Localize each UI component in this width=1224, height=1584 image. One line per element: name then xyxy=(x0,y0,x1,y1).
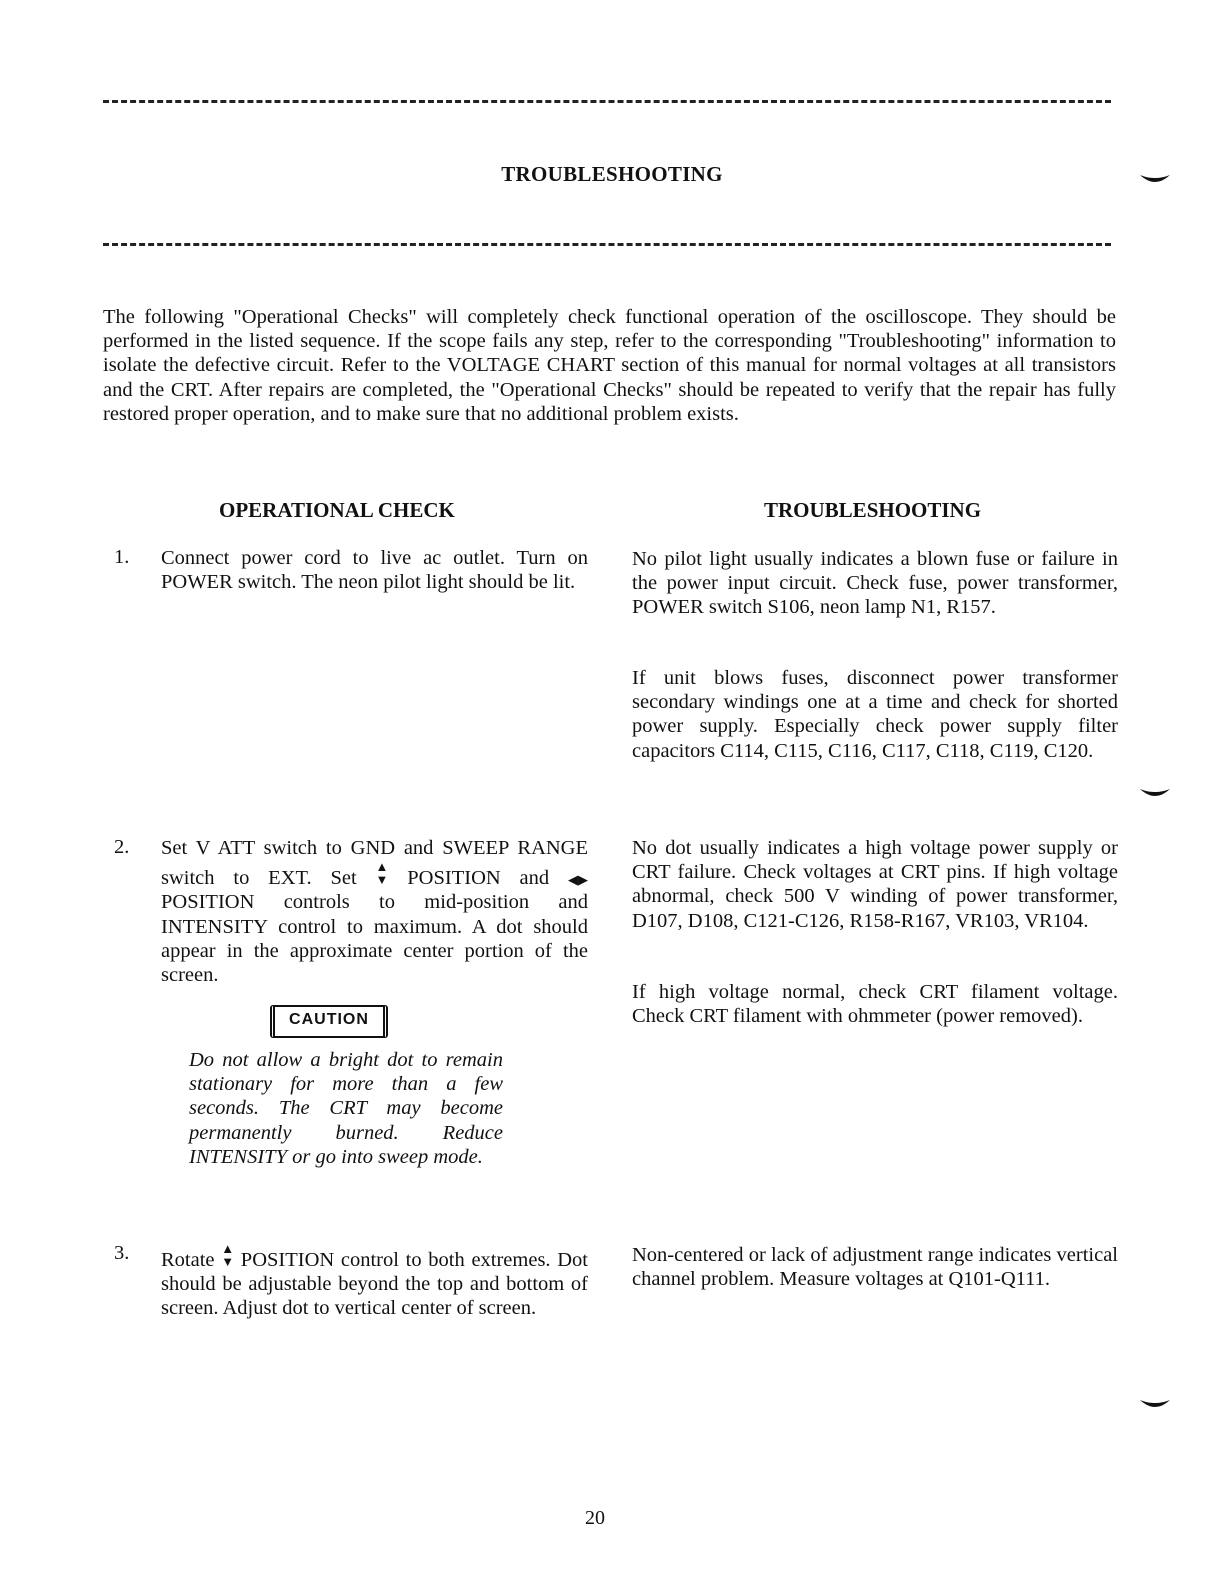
binder-mark-icon xyxy=(1140,787,1170,801)
step-3-number: 3. xyxy=(114,1242,130,1264)
step-1-number: 1. xyxy=(114,546,130,568)
step-2-check-part-c: POSITION controls to mid-position and INTENSITY control to maximum. A dot should appear in the approximate center portion of the screen. xyxy=(161,891,588,987)
step-2-check-part-a: Set V ATT switch to GND and SWEEP RANGE switch to EXT. Set xyxy=(161,837,588,890)
step-2-troubleshooting-2: If high voltage normal, check CRT filament voltage. Check CRT filament with ohmmeter (power removed). xyxy=(632,981,1118,1028)
page-title: TROUBLESHOOTING xyxy=(501,162,723,186)
step-2-check-part-b: POSITION and xyxy=(407,867,550,890)
intro-paragraph: The following "Operational Checks" will completely check functional operation of the oscilloscope. They should be performed in the listed sequence. If the scope fails any step, refer to the corresponding "Troubleshooting" information to isolate the defective circuit. Refer to the VOLTAGE CHART section of this manual for normal voltages at all transistors and the CRT. After repairs are completed, the "Operational Checks" should be repeated to verify that the repair has fully restored proper operation, and to make sure that no additional problem exists. xyxy=(103,306,1116,425)
step-1-check: Connect power cord to live ac outlet. Turn on POWER switch. The neon pilot light should be lit. xyxy=(161,547,588,594)
step-2-troubleshooting-1: No dot usually indicates a high voltage power supply or CRT failure. Check voltages at CRT pins. If high voltage abnormal, check 500 V winding of power transformer, D107, D108, C121-C126, R158-R167, VR103, VR104. xyxy=(632,837,1118,932)
page-number: 20 xyxy=(585,1507,605,1529)
bottom-dashed-rule xyxy=(103,243,1111,246)
step-1-troubleshooting-1: No pilot light usually indicates a blown fuse or failure in the power input circuit. Check fuse, power transformer, POWER switch S106, neon lamp N1, R157. xyxy=(632,548,1118,619)
top-dashed-rule xyxy=(103,100,1111,103)
troubleshooting-heading: TROUBLESHOOTING xyxy=(764,498,982,522)
binder-mark-icon xyxy=(1140,1398,1170,1412)
step-3-check-part-a: Rotate xyxy=(161,1249,215,1271)
step-3-check xyxy=(161,1242,588,1321)
step-3-troubleshooting-1: Non-centered or lack of adjustment range indicates vertical channel problem. Measure voltages at Q101-Q111. xyxy=(632,1244,1118,1291)
vertical-arrows-icon: ▲ ▼ xyxy=(375,859,389,888)
binder-mark-icon xyxy=(1140,173,1170,187)
horizontal-arrows-icon: ◀▶ xyxy=(568,872,588,888)
step-3-check-part-b: POSITION control to both extremes. Dot should be adjustable beyond the top and bottom of screen. Adjust dot to vertical center of screen. xyxy=(161,1249,589,1320)
caution-text: Do not allow a bright dot to remain stationary for more than a few seconds. The CRT may become permanently burned. Reduce INTENSITY or go into sweep mode. xyxy=(189,1049,503,1168)
step-2-number: 2. xyxy=(114,836,130,858)
step-1-troubleshooting-2: If unit blows fuses, disconnect power transformer secondary windings one at a time and check for shorted power supply. Especially check power supply filter capacitors C114, C115, C116, C117, C118, C119, C120. xyxy=(632,667,1118,762)
caution-label: CAUTION xyxy=(289,1011,369,1028)
operational-check-heading: OPERATIONAL CHECK xyxy=(219,498,455,522)
caution-badge xyxy=(270,1005,388,1038)
vertical-arrows-icon: ▲ ▼ xyxy=(221,1241,235,1269)
step-2-check xyxy=(161,836,588,987)
